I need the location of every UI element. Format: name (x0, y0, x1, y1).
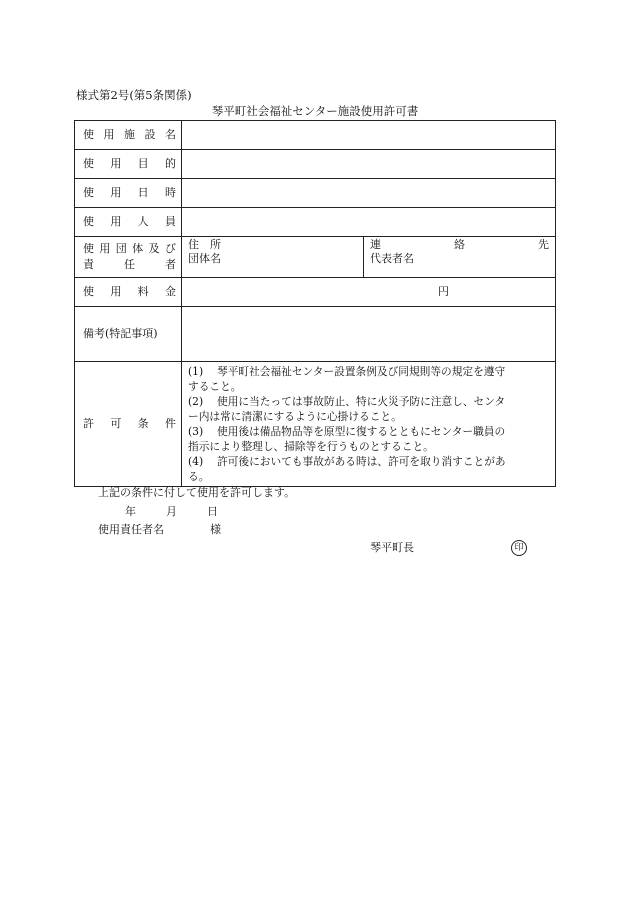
seal-icon: 印 (511, 540, 527, 556)
condition-item: (4) 許可後においても事故がある時は、許可を取り消すことがあ る。 (188, 455, 506, 483)
headcount-field[interactable] (182, 208, 556, 237)
group-name-label: 団体名 (188, 252, 221, 266)
row-organization (75, 237, 556, 278)
row-conditions (75, 362, 556, 487)
honorific: 様 (210, 523, 221, 536)
row-headcount (75, 208, 556, 237)
facility-name-label: 使 用 施 設 名 (83, 127, 176, 141)
day-label: 日 (207, 505, 218, 518)
purpose-field[interactable] (182, 150, 556, 179)
fee-field[interactable] (182, 278, 556, 307)
row-facility-name (75, 121, 556, 150)
remarks-label: 備考(特記事項) (83, 326, 158, 340)
date-line[interactable] (125, 505, 218, 519)
row-purpose (75, 150, 556, 179)
organization-label: 使 用 団 体 及 び 責 任 者 (83, 241, 176, 271)
condition-item: (1) 琴平町社会福祉センター設置条例及び同規則等の規定を遵守 すること。 (188, 365, 506, 393)
condition-item: (3) 使用後は備品物品等を原型に復するとともにセンター職員の 指示により整理し、掃除等を行うものとすること。 (188, 425, 506, 453)
datetime-label: 使 用 日 時 (83, 185, 176, 199)
fee-unit: 円 (438, 284, 449, 298)
approval-text: 上記の条件に付して使用を許可します。 (98, 486, 296, 499)
responsible-label: 使用責任者名 (98, 523, 164, 536)
conditions-list (182, 362, 555, 486)
row-datetime (75, 179, 556, 208)
row-remarks (75, 307, 556, 362)
facility-name-field[interactable] (182, 121, 556, 150)
row-fee (75, 278, 556, 307)
condition-item: (2) 使用に当たっては事故防止、特に火災予防に注意し、センタ ー内は常に清潔にするように心掛けること。 (188, 395, 506, 423)
purpose-label: 使 用 目 的 (83, 156, 176, 170)
representative-label: 代表者名 (370, 252, 414, 266)
permit-table (74, 120, 556, 487)
remarks-field[interactable] (182, 307, 556, 362)
year-label: 年 (125, 505, 136, 518)
conditions-label: 許 可 条 件 (83, 416, 176, 430)
datetime-field[interactable] (182, 179, 556, 208)
fee-label: 使 用 料 金 (83, 284, 176, 298)
address-label: 住 所 (188, 238, 221, 251)
contact-representative-field[interactable] (363, 237, 555, 277)
document-title: 琴平町社会福祉センター施設使用許可書 (211, 104, 419, 118)
month-label: 月 (166, 505, 177, 518)
mayor-label: 琴平町長 (370, 541, 414, 554)
headcount-label: 使 用 人 員 (83, 214, 176, 228)
responsible-person-line[interactable] (98, 523, 221, 537)
address-group-field[interactable] (182, 237, 363, 277)
form-number: 様式第2号(第5条関係) (76, 88, 192, 102)
contact-label: 連 絡 先 (370, 238, 549, 251)
